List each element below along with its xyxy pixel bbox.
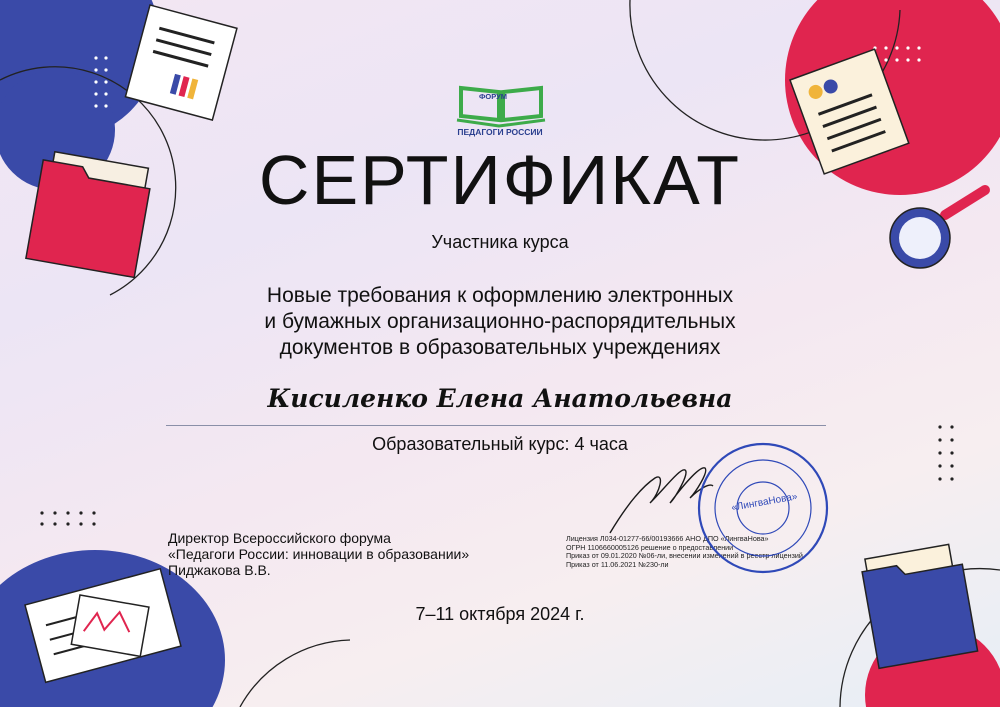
certificate-title: СЕРТИФИКАТ [258, 141, 742, 219]
director-line: «Педагоги России: инновации в образовании» [168, 546, 470, 562]
course-title [0, 283, 1000, 361]
license-line: Лицензия Л034-01277-66/00193666 АНО ДПО «ЛингваНова» [566, 534, 769, 543]
stamp-center-text: «ЛингваНова» [730, 491, 799, 514]
logo-line1: ФОРУМ [479, 92, 508, 101]
director-line: Директор Всероссийского форума [168, 530, 391, 546]
certificate-subtitle: Участника курса [431, 232, 569, 252]
dot-grid-left [40, 511, 95, 525]
license-line: Приказ от 11.06.2021 №230-ли [566, 559, 669, 569]
name-underline [166, 425, 826, 426]
license-line: Приказ от 09.01.2020 №06-ли, внесении изменений в реестр лицензий [566, 551, 803, 561]
logo-line2: ПЕДАГОГИ РОССИИ [457, 127, 543, 137]
course-line: и бумажных организационно-распорядительных [264, 310, 736, 333]
license-line: ОГРН 1106660005126 решение о предоставлении [566, 542, 734, 552]
participant-name: Кисиленко Елена Анатольевна [267, 384, 733, 413]
course-line: Новые требования к оформлению электронных [266, 284, 734, 307]
course-line: документов в образовательных учреждениях [279, 336, 721, 359]
course-dates: 7–11 октября 2024 г. [415, 604, 585, 624]
course-hours: Образовательный курс: 4 часа [372, 434, 628, 454]
director-name: Пиджакова В.В. [168, 562, 271, 578]
director-block [168, 530, 469, 578]
outline-arc-bottom-left [240, 640, 350, 707]
